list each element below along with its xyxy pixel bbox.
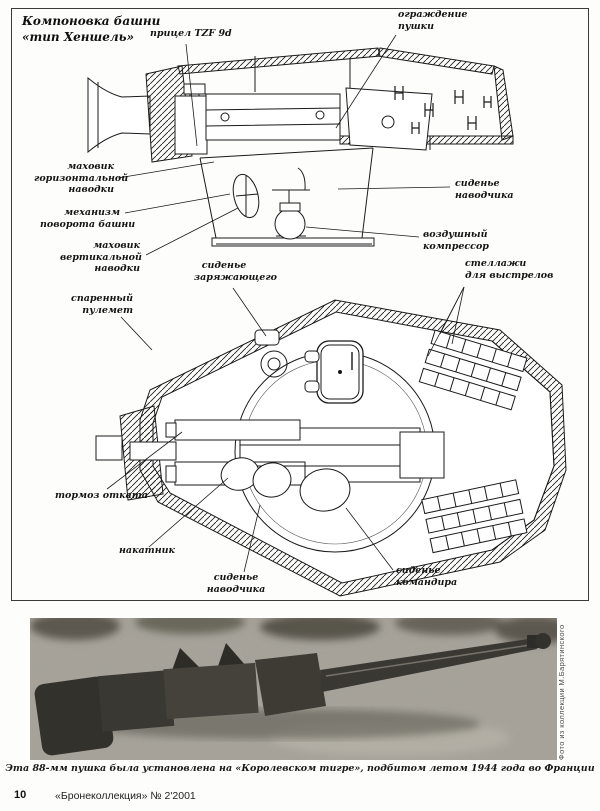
page-number: 10 bbox=[14, 789, 27, 801]
title-line-2: «тип Хеншель» bbox=[22, 30, 135, 44]
gun-guard bbox=[346, 88, 432, 150]
label-coaxial-mg: спаренный пулемет bbox=[71, 293, 133, 316]
label-gunner-seat-plan: сиденье наводчика bbox=[206, 572, 266, 595]
issue-title: «Бронеколлекция» № 2'2001 bbox=[55, 790, 196, 802]
label-sight: прицел TZF 9d bbox=[150, 28, 232, 39]
label-recoil-brake: тормоз отката bbox=[55, 490, 148, 501]
label-gunner-seat-side: сиденье наводчика bbox=[455, 178, 514, 201]
gun-breech bbox=[206, 94, 340, 140]
recoil-brake-cylinder bbox=[175, 420, 300, 440]
side-view-diagram bbox=[0, 0, 600, 280]
label-commander-seat: сиденье командира bbox=[396, 565, 458, 588]
label-air-compressor: воздушный компрессор bbox=[423, 229, 489, 252]
turret-rear-wall bbox=[494, 66, 513, 140]
photo-caption: Эта 88-мм пушка была установлена на «Королевском тигре», подбитом летом 1944 года во Франции bbox=[5, 763, 595, 774]
gun-photo bbox=[30, 618, 557, 760]
plan-view-diagram bbox=[0, 275, 600, 605]
label-ammo-racks: стеллажи для выстрелов bbox=[465, 258, 554, 281]
label-traverse-mechanism: механизм поворота башни bbox=[40, 207, 136, 230]
label-recuperator: накатник bbox=[119, 545, 175, 556]
air-compressor bbox=[275, 209, 305, 239]
label-traverse-handwheel: маховик горизонтальной наводки bbox=[34, 161, 129, 195]
loader-seat bbox=[255, 330, 279, 345]
photo-credit: Фото из коллекции М.Барятинского bbox=[557, 624, 566, 760]
label-loader-seat: сиденье заряжающего bbox=[194, 260, 277, 283]
gun-barrel-stub bbox=[88, 78, 150, 152]
label-elevation-handwheel: маховик вертикальной наводки bbox=[60, 240, 142, 274]
breech-plan bbox=[400, 432, 444, 478]
title-line-1: Компоновка башни bbox=[22, 14, 161, 28]
label-gun-guard: ограждение пушки bbox=[398, 9, 468, 32]
